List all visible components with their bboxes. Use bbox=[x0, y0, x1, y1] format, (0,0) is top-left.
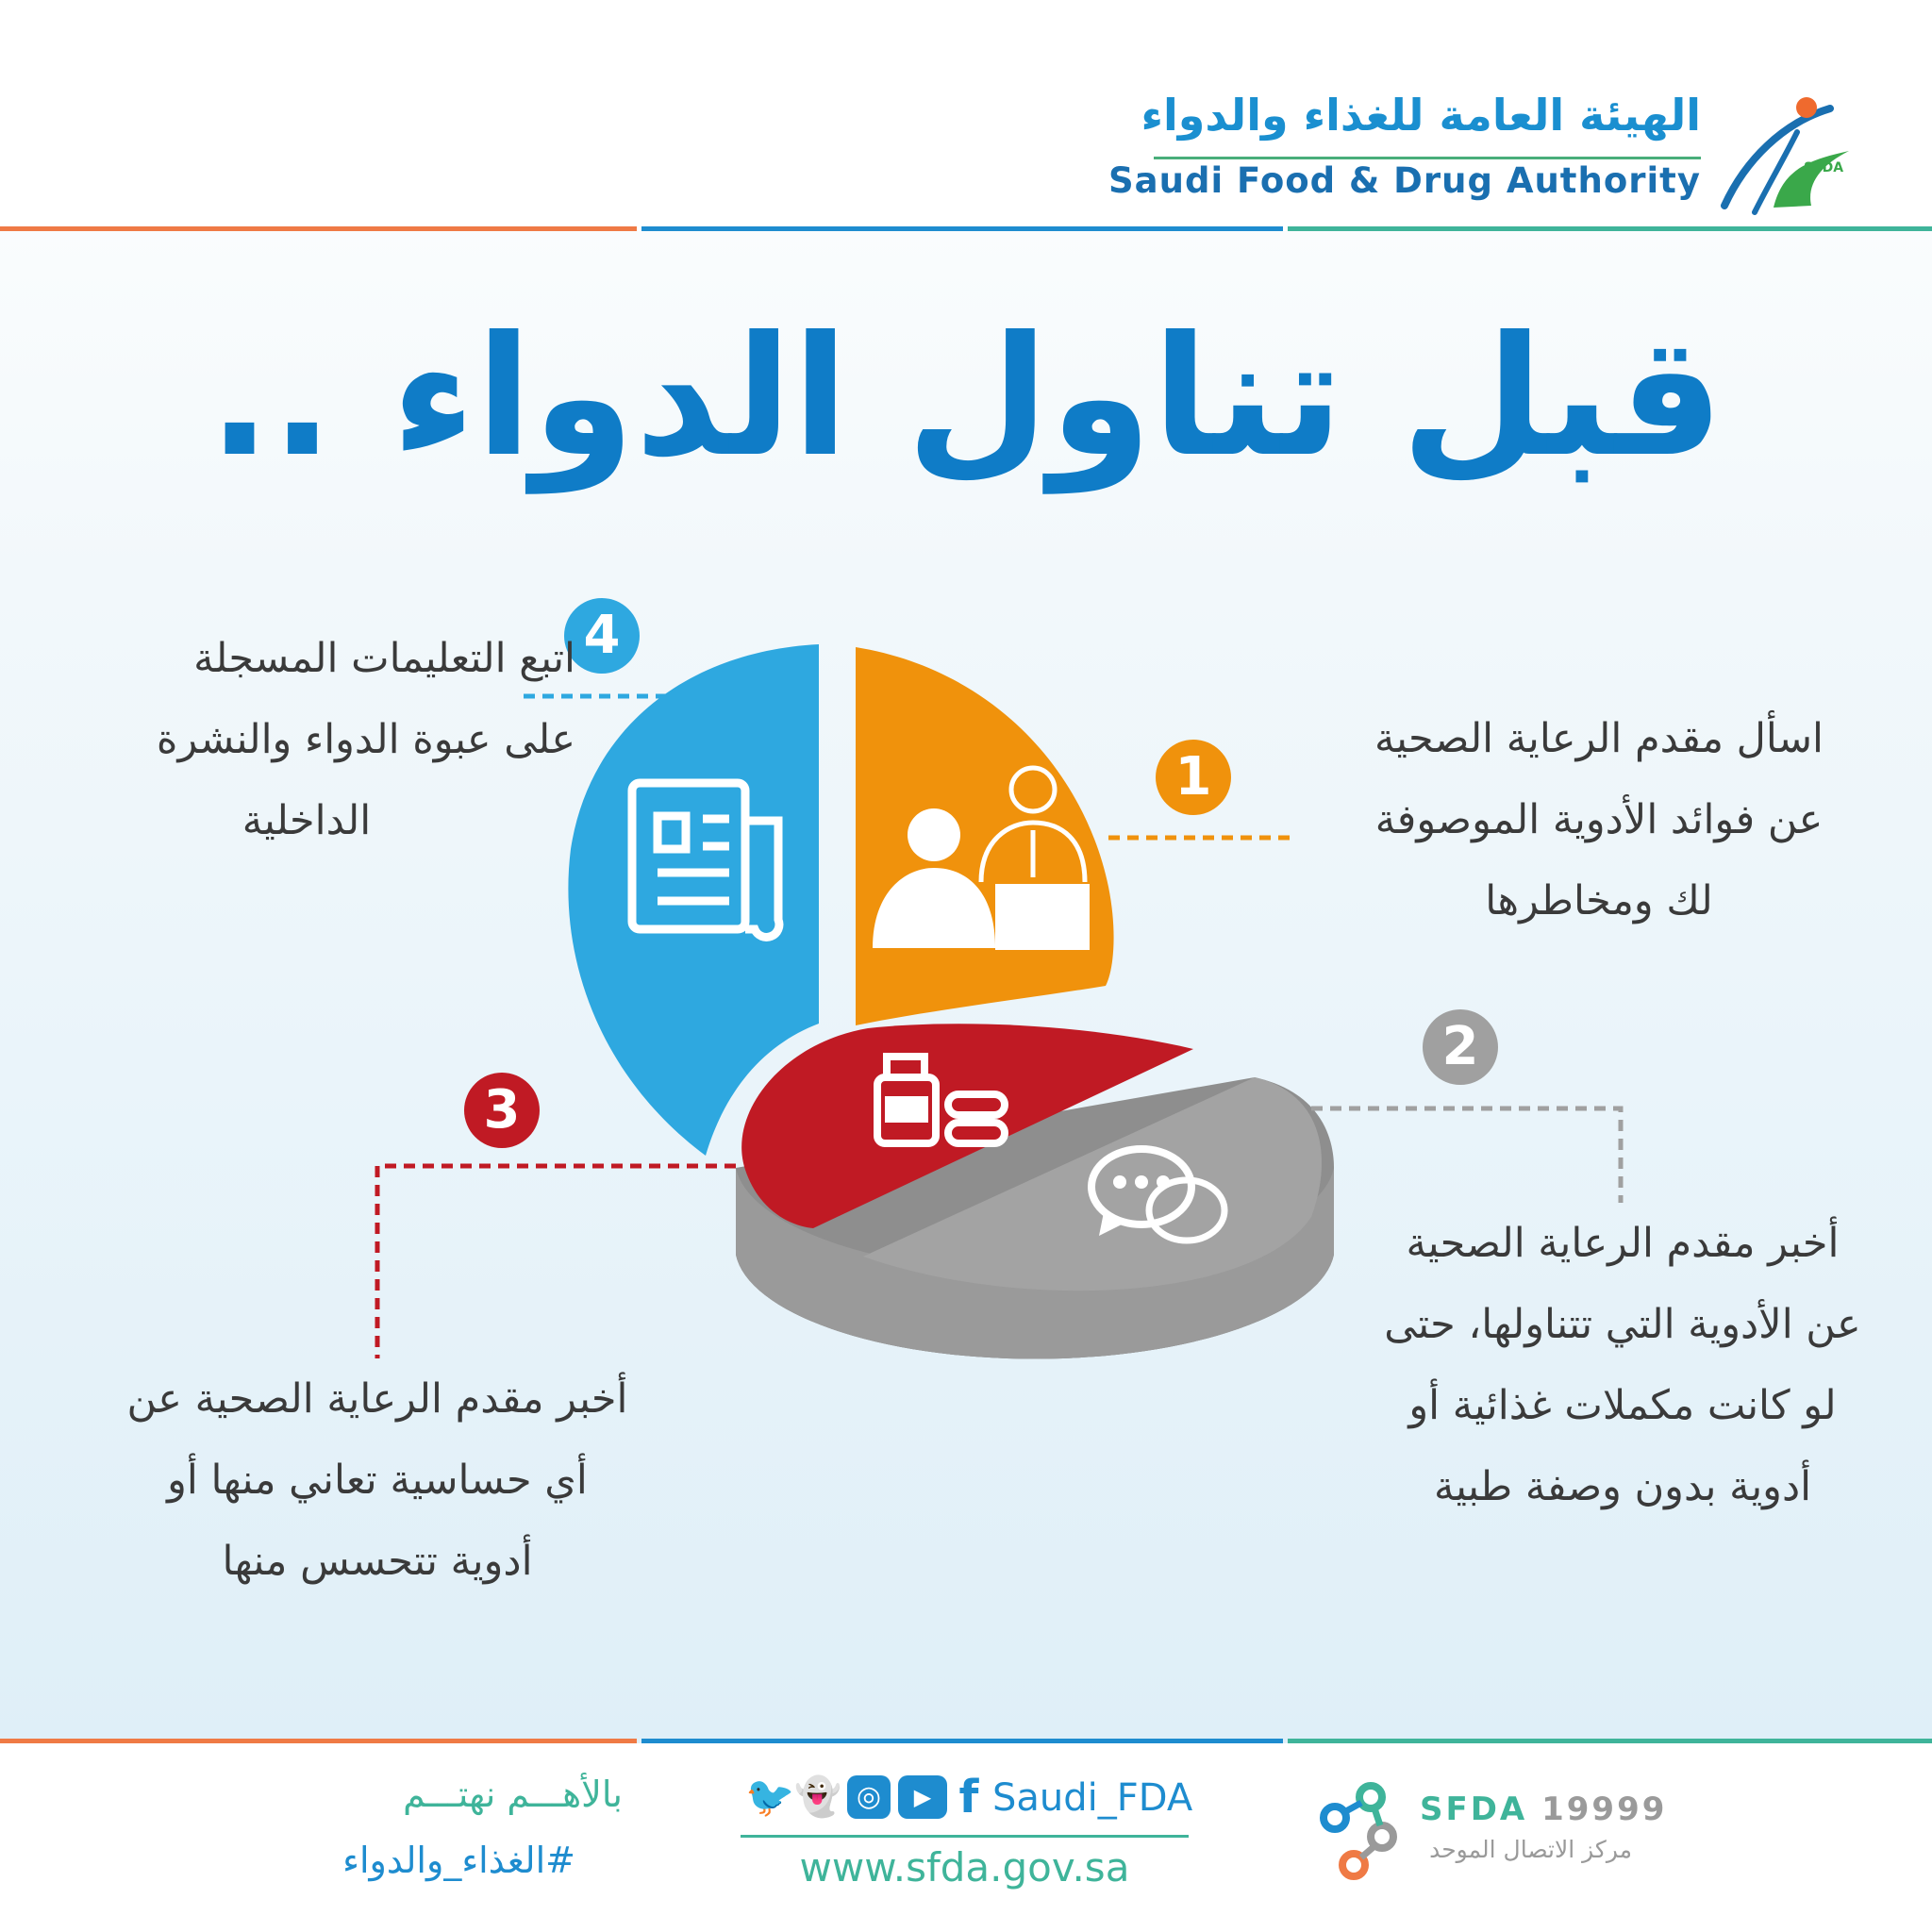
step-2-number-badge: 2 bbox=[1423, 1009, 1498, 1085]
segment-1-orange bbox=[856, 647, 1114, 1025]
step-1-line: اسأل مقدم الرعاية الصحية bbox=[1374, 715, 1824, 762]
connector-2 bbox=[1311, 1108, 1621, 1203]
logo-abbr: SFDA bbox=[1804, 160, 1844, 175]
website-link[interactable]: www.sfda.gov.sa bbox=[799, 1844, 1130, 1890]
step-2-line: أخبر مقدم الرعاية الصحية bbox=[1406, 1220, 1840, 1267]
step-1-line: عن فوائد الأدوية الموصوفة bbox=[1374, 796, 1824, 843]
step-4-line: على عبوة الدواء والنشرة bbox=[156, 716, 575, 763]
step-1-line: لك ومخاطرها bbox=[1485, 877, 1713, 924]
step-2-line: لو كانت مكملات غذائية أو bbox=[1408, 1382, 1837, 1429]
hashtag-link[interactable]: #الغذاء_والدواء bbox=[342, 1840, 575, 1881]
slogan: بالأهـــم نهتـــم bbox=[403, 1774, 623, 1815]
connector-3 bbox=[377, 1166, 736, 1358]
org-name-english: Saudi Food & Drug Authority bbox=[1108, 160, 1701, 201]
step-4-number-badge: 4 bbox=[564, 598, 640, 674]
step-2-text bbox=[1340, 1203, 1906, 1527]
youtube-icon[interactable]: ▶ bbox=[898, 1775, 947, 1819]
step-4-line: الداخلية bbox=[242, 797, 372, 844]
call-center-title bbox=[1420, 1790, 1667, 1828]
social-links bbox=[745, 1771, 1193, 1828]
step-3-text bbox=[75, 1358, 679, 1602]
step-1-number-badge: 1 bbox=[1156, 740, 1231, 815]
step-3-line: أدوية تتحسس منها bbox=[222, 1538, 533, 1585]
step-4-text bbox=[38, 618, 575, 861]
step-3-line: أخبر مقدم الرعاية الصحية عن bbox=[126, 1375, 628, 1423]
org-name-arabic: الهيئة العامة للغذاء والدواء bbox=[1141, 90, 1701, 141]
step-1-text bbox=[1316, 698, 1882, 941]
snapchat-icon[interactable]: 👻 bbox=[794, 1775, 841, 1819]
call-center-name: SFDA bbox=[1420, 1790, 1528, 1828]
step-3-number-badge: 3 bbox=[464, 1073, 540, 1148]
instagram-icon[interactable]: ◎ bbox=[847, 1775, 891, 1819]
step-3-line: أي حساسية تعاني منها أو bbox=[167, 1457, 588, 1504]
step-2-line: عن الأدوية التي تتناولها، حتى bbox=[1384, 1301, 1861, 1348]
social-handle[interactable]: Saudi_FDA bbox=[992, 1776, 1193, 1820]
page-title: قبل تناول الدواء .. bbox=[208, 302, 1724, 493]
twitter-icon[interactable]: 🐦 bbox=[745, 1774, 795, 1820]
step-2-line: أدوية بدون وصفة طبية bbox=[1433, 1463, 1812, 1510]
call-center-logo-icon bbox=[1316, 1778, 1420, 1882]
step-4-line: اتبع التعليمات المسجلة bbox=[193, 635, 575, 682]
social-divider bbox=[741, 1835, 1189, 1838]
facebook-icon[interactable]: f bbox=[958, 1771, 979, 1824]
call-center-number[interactable]: 19999 bbox=[1541, 1790, 1668, 1828]
call-center-label: مركز الاتصال الموحد bbox=[1429, 1836, 1632, 1863]
